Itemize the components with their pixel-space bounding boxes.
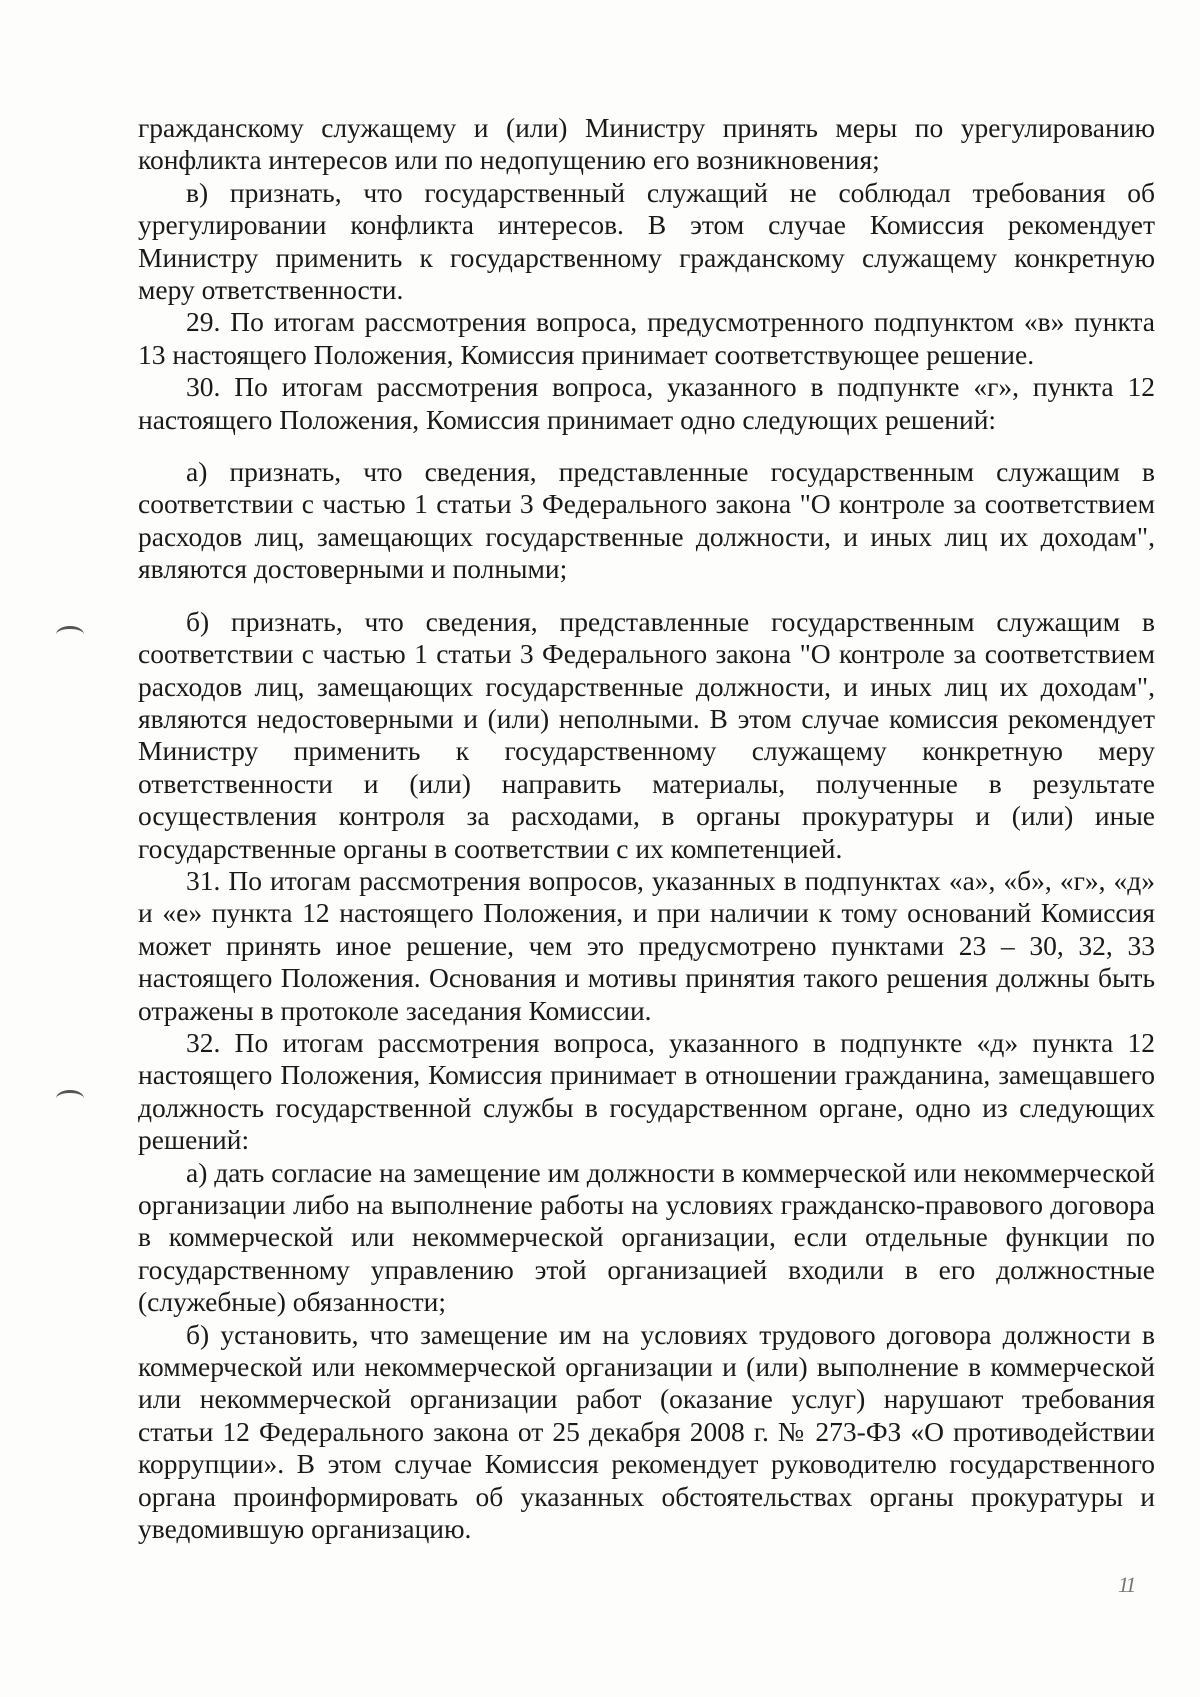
- paragraph-item-v: в) признать, что государственный служащий не соблюдал требования об урегулировании конфликта интересов. В этом случае Комиссия рекомендует Министру применить к государственному гражданскому служащему конкретную меру ответственности.: [138, 176, 1155, 306]
- paragraph-31: 31. По итогам рассмотрения вопросов, указанных в подпунктах «а», «б», «г», «д» и «е» пункта 12 настоящего Положения, и при наличии к тому оснований Комиссия может принять иное решение, чем это предусмотрено пунктами 23 – 30, 32, 33 настоящего Положения. Основания и мотивы принятия такого решения должны быть отражены в протоколе заседания Комиссии.: [138, 864, 1155, 1026]
- binder-hole-mark: [56, 626, 84, 643]
- paragraph-gap: [138, 436, 1155, 456]
- paragraph-30-b: б) признать, что сведения, представленные государственным служащим в соответствии с частью 1 статьи 3 Федерального закона "О контроле за соответствием расходов лиц, замещающих государственные должности, и иных лиц их доходам", являются недостоверными и (или) неполными. В этом случае комиссия рекомендует Министру применить к государственному служащему конкретную меру ответственности и (или) направить материалы, полученные в результате осуществления контроля за расходами, в органы прокуратуры и (или) иные государственные органы в соответствии с их компетенцией.: [138, 605, 1155, 864]
- paragraph-gap: [138, 586, 1155, 606]
- document-body: [138, 112, 1155, 1545]
- page-number: 11: [1118, 1572, 1135, 1597]
- paragraph-29: 29. По итогам рассмотрения вопроса, предусмотренного подпунктом «в» пункта 13 настоящего Положения, Комиссия принимает соответствующее решение.: [138, 306, 1155, 370]
- paragraph-30: 30. По итогам рассмотрения вопроса, указанного в подпункте «г», пункта 12 настоящего Положения, Комиссия принимает одно следующих решений:: [138, 371, 1155, 435]
- paragraph-32-a: а) дать согласие на замещение им должности в коммерческой или некоммерческой организации либо на выполнение работы на условиях гражданско-правового договора в коммерческой или некоммерческой организации, если отдельные функции по государственному управлению этой организацией входили в его должностные (служебные) обязанности;: [138, 1156, 1155, 1318]
- binder-hole-mark: [56, 1090, 84, 1107]
- paragraph-30-a: а) признать, что сведения, представленные государственным служащим в соответствии с частью 1 статьи 3 Федерального закона "О контроле за соответствием расходов лиц, замещающих государственные должности, и иных лиц их доходам", являются достоверными и полными;: [138, 456, 1155, 585]
- paragraph-32: 32. По итогам рассмотрения вопроса, указанного в подпункте «д» пункта 12 настоящего Положения, Комиссия принимает в отношении гражданина, замещавшего должность государственной службы в государственном органе, одно из следующих решений:: [138, 1026, 1155, 1156]
- paragraph-continuation: гражданскому служащему и (или) Министру принять меры по урегулированию конфликта интересов или по недопущению его возникновения;: [138, 112, 1155, 176]
- paragraph-32-b: б) установить, что замещение им на условиях трудового договора должности в коммерческой или некоммерческой организации и (или) выполнение в коммерческой или некоммерческой организации работ (оказание услуг) нарушают требования статьи 12 Федерального закона от 25 декабря 2008 г. № 273-ФЗ «О противодействии коррупции». В этом случае Комиссия рекомендует руководителю государственного органа проинформировать об указанных обстоятельствах органы прокуратуры и уведомившую организацию.: [138, 1318, 1155, 1545]
